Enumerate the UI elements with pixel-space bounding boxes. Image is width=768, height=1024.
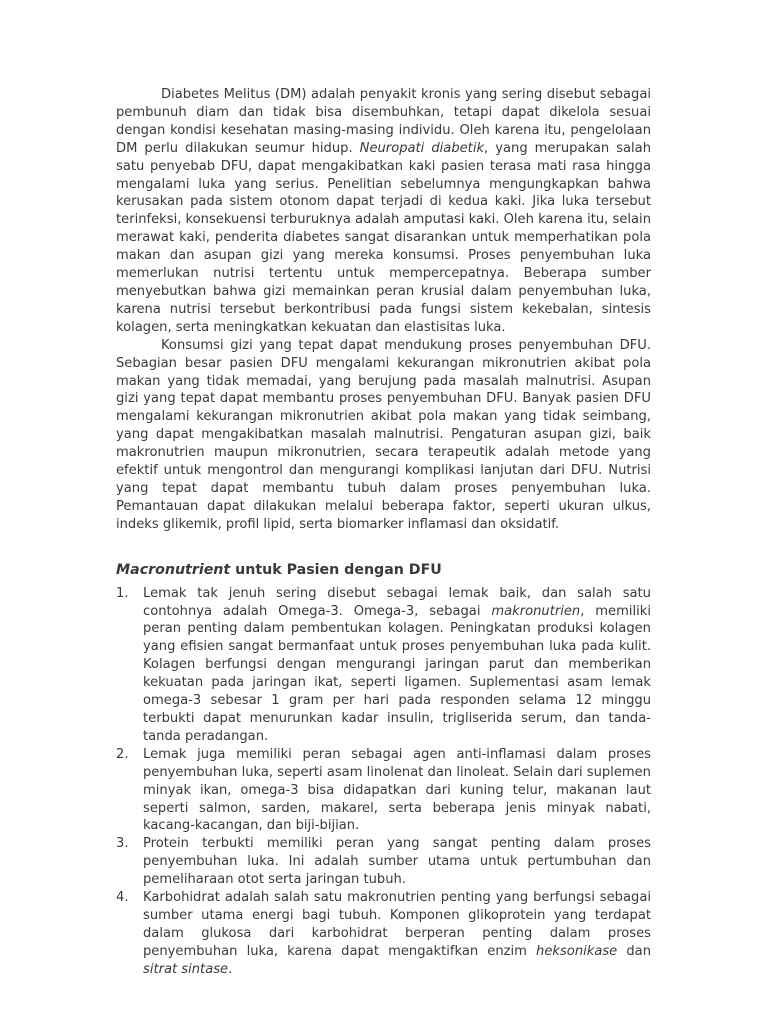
list-item-text: Lemak juga memiliki peran sebagai agen anti-inflamasi dalam proses penyembuhan luka, seperti asam linolenat dan linoleat. Selain dari suplemen minyak ikan, omega-3 bisa didapatkan dari kuning telur, makanan laut seperti salmon, sarden, makarel, serta beberapa jenis minyak nabati, kacang-kacangan, dan biji-bijian. — [143, 746, 651, 834]
list-item-text: . — [228, 961, 233, 977]
document-page — [116, 86, 651, 979]
list-item-italic-term: sitrat sintase — [143, 961, 229, 977]
paragraph-nutrition: Konsumsi gizi yang tepat dapat mendukung proses penyembuhan DFU. Sebagian besar pasien DFU mengalami kekurangan mikronutrien akibat pola makan yang tidak memadai, yang berujung pada masalah malnutrisi. Asupan gizi yang tepat dapat membantu proses penyembuhan DFU. Banyak pasien DFU mengalami kekurangan mikronutrien akibat pola makan yang tidak seimbang, yang dapat mengakibatkan masalah malnutrisi. Pengaturan asupan gizi, baik makronutrien maupun mikronutrien, secara terapeutik adalah metode yang efektif untuk mengontrol dan mengurangi komplikasi lanjutan dari DFU. Nutrisi yang tepat dapat membantu tubuh dalam proses penyembuhan luka. Pemantauan dapat dilakukan melalui beberapa faktor, seperti ukuran ulkus, indeks glikemik, profil lipid, serta biomarker inflamasi dan oksidatif. — [116, 337, 651, 532]
paragraph-text: , yang merupakan salah satu penyebab DFU, dapat mengakibatkan kaki pasien terasa mati rasa hingga mengalami luka yang serius. Penelitian sebelumnya mengungkapkan bahwa kerusakan pada sistem otonom dapat terjadi di kedua kaki. Jika luka tersebut terinfeksi, konsekuensi terburuknya adalah amputasi kaki. Oleh karena itu, selain merawat kaki, penderita diabetes sangat disarankan untuk memperhatikan pola makan dan asupan gizi yang mereka konsumsi. Proses penyembuhan luka memerlukan nutrisi tertentu untuk mempercepatnya. Beberapa sumber menyebutkan bahwa gizi memainkan peran krusial dalam penyembuhan luka, karena nutrisi tersebut berkontribusi pada fungsi sistem kekebalan, sintesis kolagen, serta meningkatkan kekuatan dan elastisitas luka. — [116, 140, 652, 335]
list-item-text: Protein terbukti memiliki peran yang sangat penting dalam proses penyembuhan luka. Ini adalah sumber utama untuk pertumbuhan dan pemeliharaan otot serta jaringan tubuh. — [143, 836, 651, 888]
macronutrient-list — [116, 585, 651, 979]
list-item — [116, 585, 651, 746]
heading-text: untuk Pasien dengan DFU — [230, 561, 442, 578]
list-item — [116, 889, 651, 979]
section-heading — [116, 561, 651, 579]
list-item-number: 4. — [116, 890, 129, 906]
list-item-italic-term: makronutrien — [491, 603, 581, 619]
list-item-number: 3. — [116, 836, 129, 852]
list-item-text: Karbohidrat adalah salah satu makronutrien penting yang berfungsi sebagai sumber utama energi bagi tubuh. Komponen glikoprotein yang terdapat dalam glukosa dari karbohidrat berperan penting dalam proses penyembuhan luka, karena dapat mengaktifkan enzim — [143, 890, 651, 959]
list-item-italic-term: heksonikase — [536, 943, 618, 959]
paragraph-italic-term: Neuropati diabetik — [359, 140, 485, 156]
list-item — [116, 746, 651, 836]
list-item-text: dan — [617, 943, 652, 959]
heading-italic: Macronutrient — [116, 561, 231, 578]
list-item-number: 2. — [116, 746, 129, 762]
list-item-number: 1. — [116, 585, 129, 601]
list-item-text: Lemak tak jenuh sering disebut sebagai lemak baik, dan salah satu contohnya adalah Omega-3. Omega-3, sebagai — [143, 585, 651, 619]
paragraph-intro — [116, 86, 651, 337]
list-item-text: , memiliki peran penting dalam pembentukan kolagen. Peningkatan produksi kolagen yang efisien sangat bermanfaat untuk proses penyembuhan luka pada kulit. Kolagen berfungsi dengan mengurangi jaringan parut dan memberikan kekuatan pada jaringan ikat, seperti ligamen. Suplementasi asam lemak omega-3 sebesar 1 gram per hari pada responden selama 12 minggu terbukti dapat menurunkan kadar insulin, trigliserida serum, dan tanda-tanda peradangan. — [143, 603, 651, 744]
list-item — [116, 835, 651, 889]
paragraph-text: Diabetes Melitus (DM) adalah penyakit kronis yang sering disebut sebagai pembunuh diam dan tidak bisa disembuhkan, tetapi dapat dikelola sesuai dengan kondisi kesehatan masing-masing individu. Oleh karena itu, pengelolaan DM perlu dilakukan seumur hidup. — [116, 87, 651, 156]
